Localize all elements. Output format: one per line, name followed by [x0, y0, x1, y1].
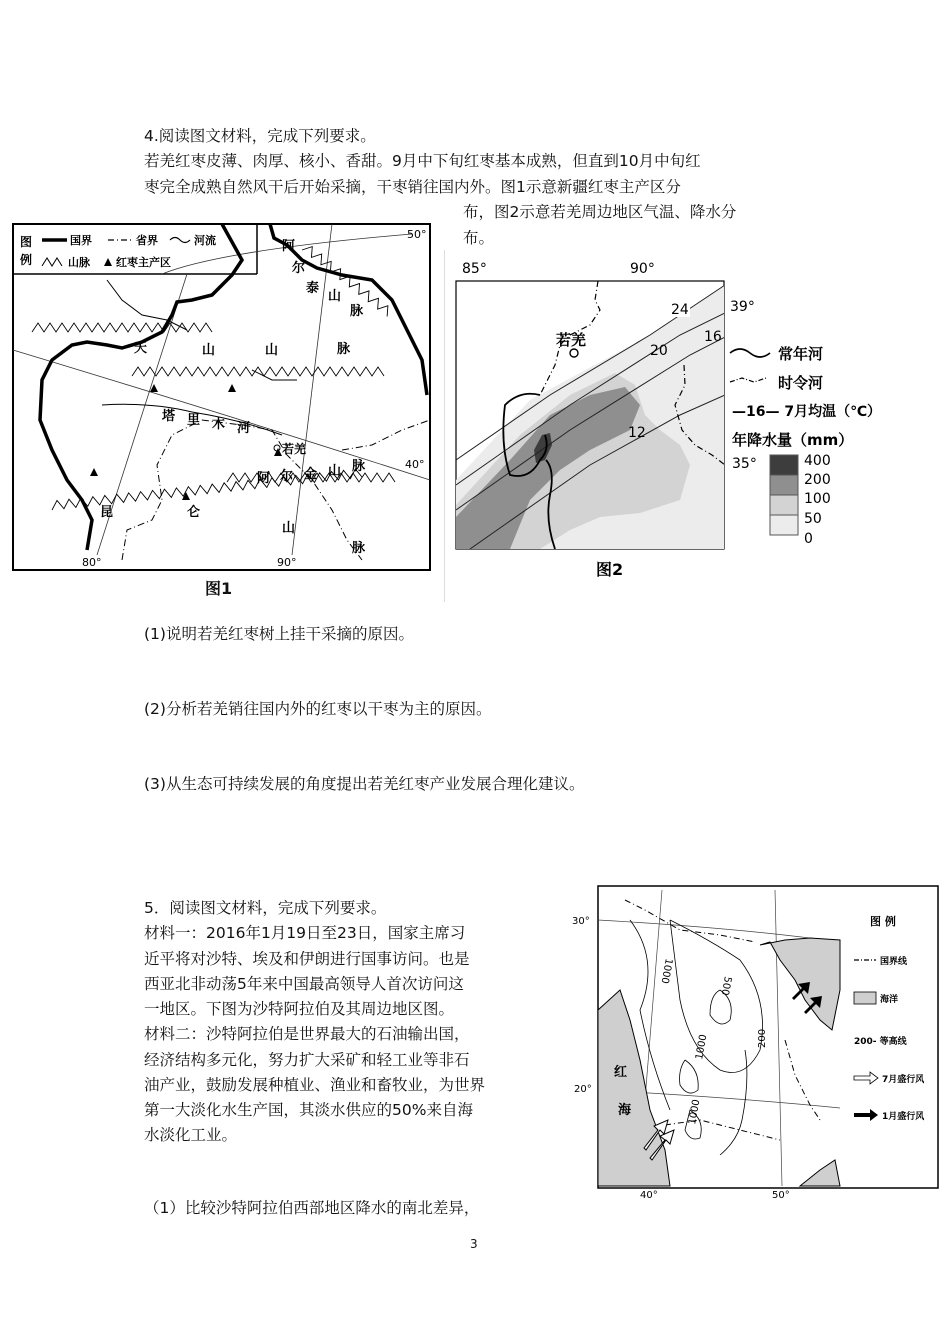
q5-material2-line3: 油产业，鼓励发展种植业、渔业和畜牧业，为世界 — [144, 1076, 486, 1094]
fig1-label-altai: 阿 — [282, 239, 296, 254]
fig2-iso-20-label: 20 — [650, 343, 668, 359]
fig1-label-tarim: 河 — [237, 421, 251, 436]
fig1-label-kunlun: 脉 — [352, 541, 366, 556]
figure1-caption: 图1 — [205, 579, 233, 598]
q5-material1-line2: 近平将对沙特、埃及和伊朗进行国事访问。也是 — [144, 950, 470, 968]
fig3-legend-border: 国界线 — [880, 957, 908, 967]
fig1-legend-label1: 图 — [20, 235, 33, 249]
q4-paragraph-line2: 枣完全成熟自然风干后开始采摘，干枣销往国内外。图1示意新疆红枣主产区分 — [144, 178, 681, 196]
fig3-lon-50-label: 50° — [772, 1190, 790, 1201]
fig3-label-redsea: 海 — [618, 1103, 632, 1118]
fig1-label-altai: 山 — [328, 289, 342, 304]
q5-material2-line5: 水淡化工业。 — [144, 1126, 238, 1144]
fig2-lat-39-label: 39° — [730, 299, 755, 315]
fig3-legend-sea: 海洋 — [880, 995, 899, 1005]
fig1-label-altun: 金 — [304, 467, 318, 482]
q4-title: 4.阅读图文材料，完成下列要求。 — [144, 127, 376, 145]
fig3-lon-40-label: 40° — [640, 1190, 658, 1201]
fig2-ruoqiang-marker — [570, 349, 578, 357]
fig2-legend-precip-swatch — [770, 455, 798, 475]
q5-material2-line1: 材料二：沙特阿拉伯是世界最大的石油输出国， — [144, 1025, 470, 1043]
fig1-lat-40-label: 40° — [405, 458, 425, 471]
fig2-legend-precip-level: 400 — [804, 453, 831, 469]
fig3-contour-label: 1000 — [658, 957, 674, 985]
fig1-label-tarim: 塔 — [162, 409, 176, 424]
fig2-label-ruoqiang: 若羌 — [556, 331, 587, 349]
q4-sub3: (3)从生态可持续发展的角度提出若羌红枣产业发展合理化建议。 — [144, 775, 585, 793]
q4-paragraph-line4: 布。 — [463, 229, 495, 247]
page-number: 3 — [470, 1237, 478, 1251]
figure2-climate-map — [450, 255, 898, 585]
fig1-legend-label2: 例 — [20, 253, 33, 267]
fig1-label-altai: 尔 — [292, 261, 306, 276]
fig1-label-kunlun: 山 — [282, 521, 296, 536]
fig1-label-tianshan: 脉 — [337, 342, 351, 357]
fig1-label-altai: 泰 — [306, 281, 320, 296]
fig3-legend-title: 图 例 — [870, 915, 896, 928]
q5-sub1: （1）比较沙特阿拉伯西部地区降水的南北差异， — [144, 1199, 480, 1217]
fig1-label-tianshan: 天 — [134, 341, 148, 356]
fig3-legend-sea-symbol — [854, 992, 876, 1004]
fig2-legend-precip-level: 50 — [804, 511, 822, 527]
fig1-label-ruoqiang: 若羌 — [282, 442, 307, 456]
fig1-label-kunlun: 仑 — [187, 505, 201, 520]
fig2-legend-precip-level: 0 — [804, 531, 813, 547]
fig1-label-altun: 脉 — [352, 459, 366, 474]
q5-material2-line4: 第一大淡化水生产国，其淡水供应的50%来自海 — [144, 1101, 473, 1119]
q4-sub2: (2)分析若羌销往国内外的红枣以干枣为主的原因。 — [144, 700, 492, 718]
fig1-legend-province: 省界 — [136, 234, 158, 247]
fig3-legend-contour: 200- 等高线 — [854, 1037, 907, 1047]
fig2-legend-perennial: 常年河 — [778, 345, 824, 363]
figure3-saudi-map — [570, 880, 940, 1202]
fig2-legend-precip-level: 100 — [804, 491, 831, 507]
fig2-iso-24-label: 24 — [671, 302, 689, 318]
fig3-lat-30-label: 30° — [572, 916, 590, 927]
q5-material1-line4: 一地区。下图为沙特阿拉伯及其周边地区图。 — [144, 1000, 455, 1018]
fig1-label-tarim: 木 — [212, 417, 226, 432]
fig2-legend-perennial-symbol — [730, 349, 770, 357]
fig2-legend-seasonal-symbol — [730, 378, 766, 382]
q4-sub1: (1)说明若羌红枣树上挂干采摘的原因。 — [144, 625, 414, 643]
fig1-label-altai: 脉 — [350, 304, 364, 319]
fig2-iso-16-label: 16 — [704, 329, 722, 345]
fig3-contour-label: 500 — [718, 975, 733, 997]
fig1-label-altun: 山 — [328, 464, 342, 479]
fig3-lat-20-label: 20° — [574, 1084, 592, 1095]
fig1-legend-river: 河流 — [194, 234, 216, 247]
fig3-contour-label: 200 — [757, 1028, 768, 1048]
fig1-legend-mountain: 山脉 — [68, 256, 90, 269]
figure2-caption: 图2 — [596, 560, 624, 579]
figure1-map — [12, 220, 432, 572]
q4-paragraph-line1: 若羌红枣皮薄、肉厚、核小、香甜。9月中下旬红枣基本成熟，但直到10月中旬红 — [144, 152, 701, 170]
q5-material2-line2: 经济结构多元化，努力扩大采矿和轻工业等非石 — [144, 1051, 470, 1069]
q5-title: 5．阅读图文材料，完成下列要求。 — [144, 899, 387, 917]
fig1-label-tarim: 里 — [187, 413, 201, 428]
q5-material1-line3: 西亚北非动荡5年来中国最高领导人首次访问这 — [144, 975, 464, 993]
q4-paragraph-line3: 布，图2示意若羌周边地区气温、降水分 — [463, 203, 737, 221]
fig1-legend-border: 国界 — [70, 234, 92, 247]
fig1-lon-80-label: 80° — [82, 556, 102, 569]
fig2-legend-precip-swatch — [770, 515, 798, 535]
fig3-legend-jan: 1月盛行风 — [882, 1112, 925, 1122]
fig2-legend-isotherm: —16— 7月均温（℃） — [732, 404, 882, 420]
fig3-legend-july: 7月盛行风 — [882, 1075, 925, 1085]
fig2-iso-12-label: 12 — [628, 425, 646, 441]
fig1-label-tianshan: 山 — [265, 343, 279, 358]
fig2-lon-90-label: 90° — [630, 261, 655, 277]
fig2-lat-35-label: 35° — [732, 456, 757, 472]
fig2-legend-precip-swatch — [770, 495, 798, 515]
fig1-label-tianshan: 山 — [202, 343, 216, 358]
fig2-legend-seasonal: 时令河 — [778, 374, 824, 392]
fig1-lat-50-label: 50° — [407, 228, 427, 241]
fig2-legend-precip-swatch — [770, 475, 798, 495]
fig1-label-altun: 阿 — [257, 471, 271, 486]
q5-material1-line1: 材料一：2016年1月19日至23日，国家主席习 — [144, 924, 466, 942]
figure-divider — [444, 250, 445, 602]
fig2-legend-precip: 年降水量（mm） — [732, 431, 854, 449]
fig1-lon-90-label: 90° — [277, 556, 297, 569]
fig3-label-redsea: 红 — [614, 1065, 628, 1080]
fig3-contour-label: 1000 — [694, 1033, 710, 1061]
fig2-lon-85-label: 85° — [462, 261, 487, 277]
fig1-label-kunlun: 昆 — [100, 505, 114, 520]
fig1-legend-jujube: 红枣主产区 — [116, 256, 171, 269]
fig1-label-altun: 尔 — [280, 469, 294, 484]
fig3-contour-label: 1000 — [687, 1098, 703, 1126]
fig2-legend-precip-level: 200 — [804, 472, 831, 488]
